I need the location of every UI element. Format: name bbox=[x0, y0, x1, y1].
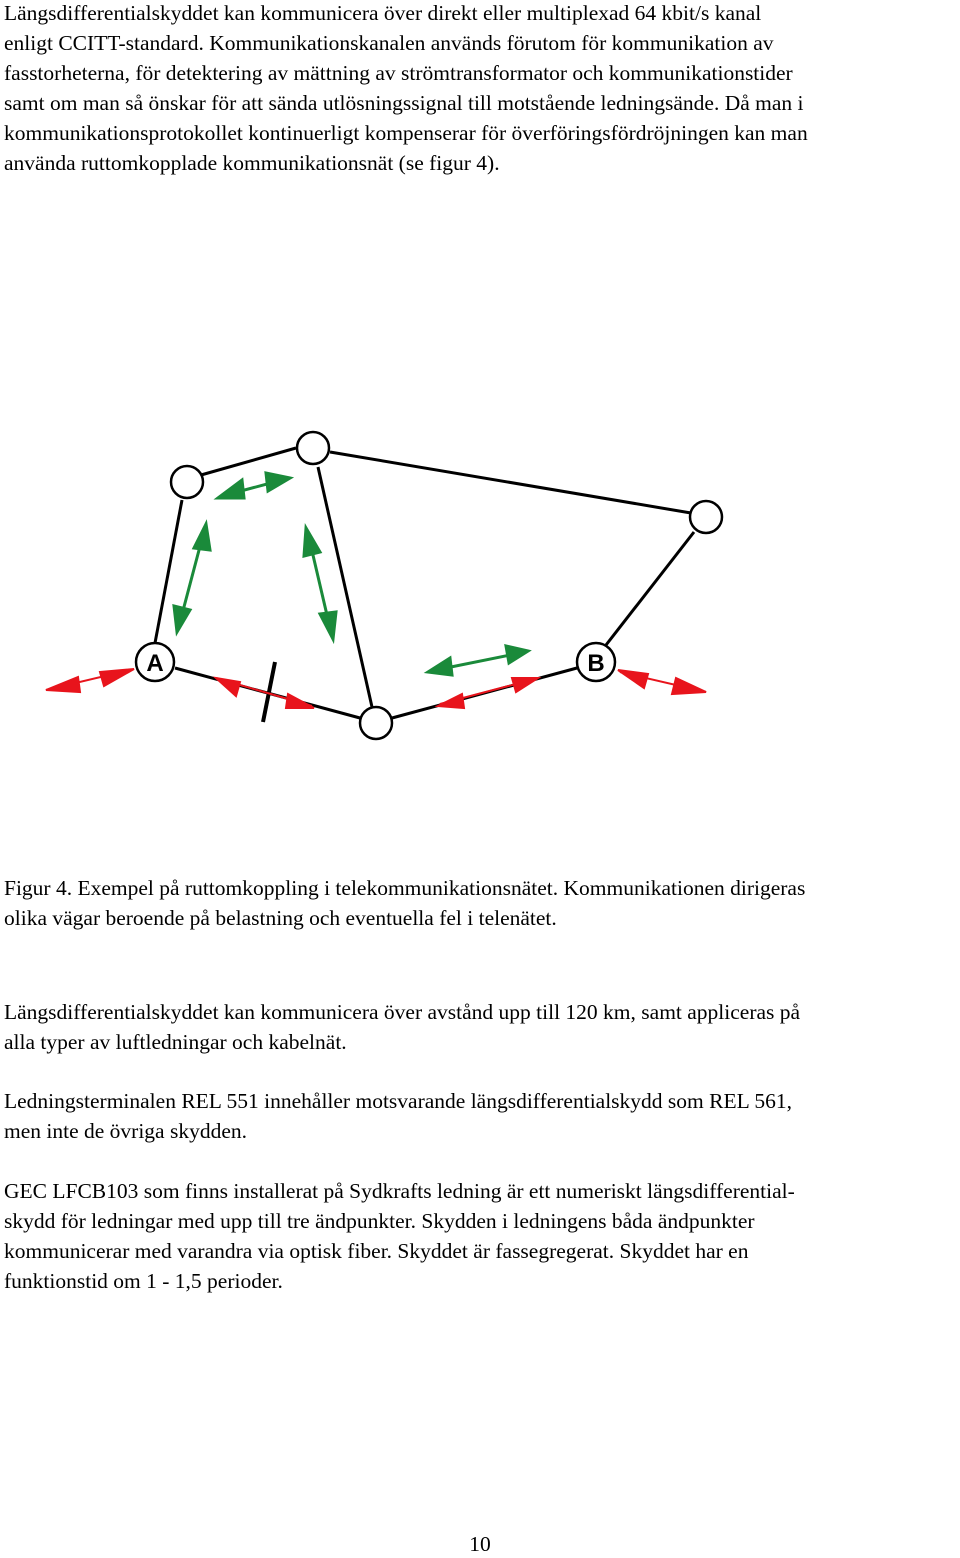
distance-paragraph bbox=[4, 997, 960, 1057]
page-number: 10 bbox=[469, 1532, 491, 1556]
node-2 bbox=[297, 432, 329, 464]
paragraph-line: funktionstid om 1 - 1,5 perioder. bbox=[4, 1269, 283, 1293]
link-n1-n2 bbox=[201, 448, 296, 475]
node-a-label: A bbox=[146, 650, 164, 677]
link-n4-b bbox=[606, 532, 694, 645]
green-arrowhead bbox=[194, 524, 210, 550]
caption-line: olika vägar beroende på belastning och eventuella fel i telenätet. bbox=[4, 906, 557, 930]
green-arrowhead bbox=[266, 473, 290, 491]
red-arrowhead bbox=[100, 669, 134, 686]
paragraph-line: Längsdifferentialskyddet kan kommunicera över avstånd upp till 120 km, samt appliceras på bbox=[4, 1000, 801, 1024]
green-arrowhead bbox=[428, 658, 452, 675]
paragraph-line: men inte de övriga skydden. bbox=[4, 1119, 248, 1143]
green-arrowhead bbox=[304, 528, 320, 556]
routing-network-diagram bbox=[0, 420, 960, 750]
paragraph-line: Längsdifferentialskyddet kan kommunicera över direkt eller multiplexad 64 kbit/s kanal bbox=[4, 1, 762, 25]
green-arrowhead bbox=[174, 606, 190, 632]
green-route-arrows bbox=[174, 473, 528, 675]
red-arrowhead bbox=[438, 694, 464, 708]
paragraph-line: samt om man så önskar för att sända utlösningssignal till motstående ledningsände. Då man i bbox=[4, 91, 804, 115]
red-arrowhead bbox=[46, 677, 80, 692]
red-arrowhead bbox=[216, 678, 240, 696]
red-arrowhead bbox=[618, 670, 648, 688]
paragraph-line: skydd för ledningar med upp till tre ändpunkter. Skydden i ledningens båda ändpunkter bbox=[4, 1209, 755, 1233]
green-arrowhead bbox=[320, 612, 336, 639]
intro-paragraph bbox=[4, 0, 960, 178]
paragraph-line: kommunicerar med varandra via optisk fiber. Skyddet är fassegregerat. Skyddet har en bbox=[4, 1239, 749, 1263]
paragraph-line: enligt CCITT-standard. Kommunikationskanalen används förutom för kommunikation av bbox=[4, 31, 774, 55]
red-arrowhead bbox=[286, 694, 314, 708]
paragraph-line: använda ruttomkopplade kommunikationsnät (se figur 4). bbox=[4, 151, 500, 175]
figure-caption bbox=[4, 873, 960, 933]
red-arrowhead bbox=[672, 678, 706, 694]
paragraph-line: kommunikationsprotokollet kontinuerligt kompenserar för överföringsfördröjningen kan man bbox=[4, 121, 808, 145]
paragraph-line: alla typer av luftledningar och kabelnät. bbox=[4, 1030, 347, 1054]
network-nodes bbox=[136, 432, 722, 739]
red-arrowhead bbox=[512, 678, 538, 692]
caption-line: Figur 4. Exempel på ruttomkoppling i telekommunikationsnätet. Kommunikationen dirigeras bbox=[4, 876, 806, 900]
link-n2-n3 bbox=[318, 467, 372, 707]
green-arrowhead bbox=[218, 480, 244, 498]
green-arrowhead bbox=[506, 646, 528, 663]
gec-lfcb103-paragraph bbox=[4, 1176, 960, 1296]
node-1 bbox=[171, 466, 203, 498]
rel551-paragraph bbox=[4, 1086, 960, 1146]
paragraph-line: Ledningsterminalen REL 551 innehåller motsvarande längsdifferentialskydd som REL 561, bbox=[4, 1089, 792, 1113]
link-n2-n4 bbox=[330, 452, 691, 513]
paragraph-line: fasstorheterna, för detektering av mättning av strömtransformator och kommunikationstider bbox=[4, 61, 793, 85]
node-3 bbox=[360, 707, 392, 739]
node-b-label: B bbox=[587, 650, 605, 677]
paragraph-line: GEC LFCB103 som finns installerat på Sydkrafts ledning är ett numeriskt längsdifferential- bbox=[4, 1179, 795, 1203]
node-4 bbox=[690, 501, 722, 533]
